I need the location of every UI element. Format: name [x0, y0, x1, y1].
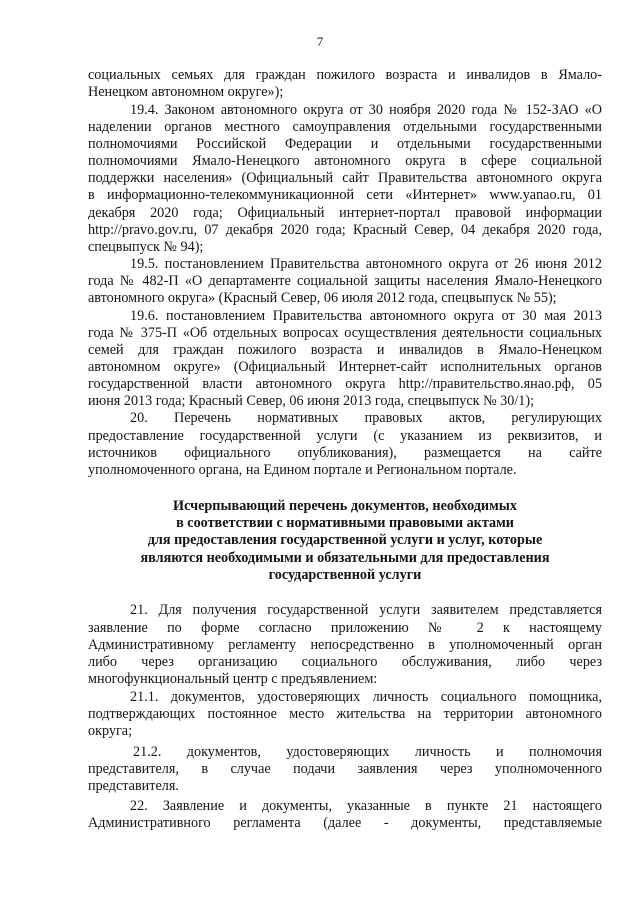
- text-line: года № 482-П «О департаменте социальной защиты населения Ямало-Ненецкого: [88, 273, 602, 289]
- section-heading-line: Исчерпывающий перечень документов, необходимых: [173, 498, 517, 514]
- text-line: 21. Для получения государственной услуги заявителем представляется: [130, 602, 602, 618]
- text-line: полномочиями Российской Федерации и отдельными государственными: [88, 136, 602, 152]
- text-line: года № 375-П «Об отдельных вопросах осуществления деятельности социальных: [88, 325, 602, 341]
- text-line: 21.1. документов, удостоверяющих личность социального помощника,: [130, 689, 602, 705]
- text-line: многофункциональный центр с предъявлением:: [88, 671, 378, 687]
- text-line: автономного округа» (Красный Север, 06 июля 2012 года, спецвыпуск № 55);: [88, 290, 557, 306]
- text-line: спецвыпуск № 94);: [88, 239, 204, 255]
- text-line: Ненецком автономном округе»);: [88, 84, 284, 100]
- text-line: декабря 2020 года; Официальный интернет-портал правовой информации: [88, 205, 602, 221]
- page-number: 7: [316, 34, 324, 49]
- text-line: подтверждающих постоянное место жительства на территории автономного: [88, 706, 602, 722]
- text-line: либо через организацию социального обслуживания, либо через: [88, 654, 602, 670]
- section-heading-line: для предоставления государственной услуги и услуг, которые: [147, 532, 543, 548]
- text-line: округа;: [88, 723, 133, 739]
- text-line: социальных семьях для граждан пожилого возраста и инвалидов в Ямало-: [88, 67, 602, 83]
- text-line: 21.2. документов, удостоверяющих личность и полномочия: [133, 744, 602, 760]
- text-line: предоставление государственной услуги (с указанием из реквизитов, и: [88, 428, 602, 444]
- section-heading-line: являются необходимыми и обязательными для предоставления: [140, 550, 550, 566]
- section-heading-line: в соответствии с нормативными правовыми актами: [176, 515, 514, 531]
- text-line: семей для граждан пожилого возраста и инвалидов в Ямало-Ненецком: [88, 342, 602, 358]
- text-line: Административному регламенту непосредственно в уполномоченный орган: [88, 637, 602, 653]
- text-line: в информационно-телекоммуникационной сети «Интернет» www.yanao.ru, 01: [88, 187, 602, 203]
- text-line: представителя.: [88, 778, 179, 794]
- text-line: источников официального опубликования), размещается на сайте: [88, 445, 602, 461]
- text-line: 19.4. Законом автономного округа от 30 ноября 2020 года № 152-ЗАО «О: [130, 102, 602, 118]
- text-line: полномочиями Ямало-Ненецкого автономного округа в сфере социальной: [88, 153, 602, 169]
- text-line: уполномоченного органа, на Едином портале и Региональном портале.: [88, 462, 517, 478]
- text-line: июня 2013 года; Красный Север, 06 июня 2013 года, спецвыпуск № 30/1);: [88, 393, 535, 409]
- text-line: 22. Заявление и документы, указанные в пункте 21 настоящего: [130, 798, 602, 814]
- text-line: представителя, в случае подачи заявления через уполномоченного: [88, 761, 602, 777]
- text-line: заявление по форме согласно приложению № 2 к настоящему: [88, 620, 602, 636]
- section-heading-line: государственной услуги: [268, 567, 422, 583]
- text-line: 20. Перечень нормативных правовых актов, регулирующих: [130, 410, 602, 426]
- text-line: Административного регламента (далее - документы, представляемые: [88, 815, 602, 831]
- text-line: автономном округе» (Официальный Интернет-сайт исполнительных органов: [88, 359, 602, 375]
- text-line: 19.6. постановлением Правительства автономного округа от 30 мая 2013: [130, 308, 602, 324]
- text-line: наделении органов местного самоуправления отдельными государственными: [88, 119, 602, 135]
- text-line: поддержки населения» (Официальный сайт Правительства автономного округа: [88, 170, 602, 186]
- text-line: 19.5. постановлением Правительства автономного округа от 26 июня 2012: [130, 256, 602, 272]
- text-line: государственной власти автономного округа http://правительство.янао.рф, 05: [88, 376, 602, 392]
- text-line: http://pravo.gov.ru, 07 декабря 2020 года; Красный Север, 04 декабря 2020 года,: [88, 222, 602, 238]
